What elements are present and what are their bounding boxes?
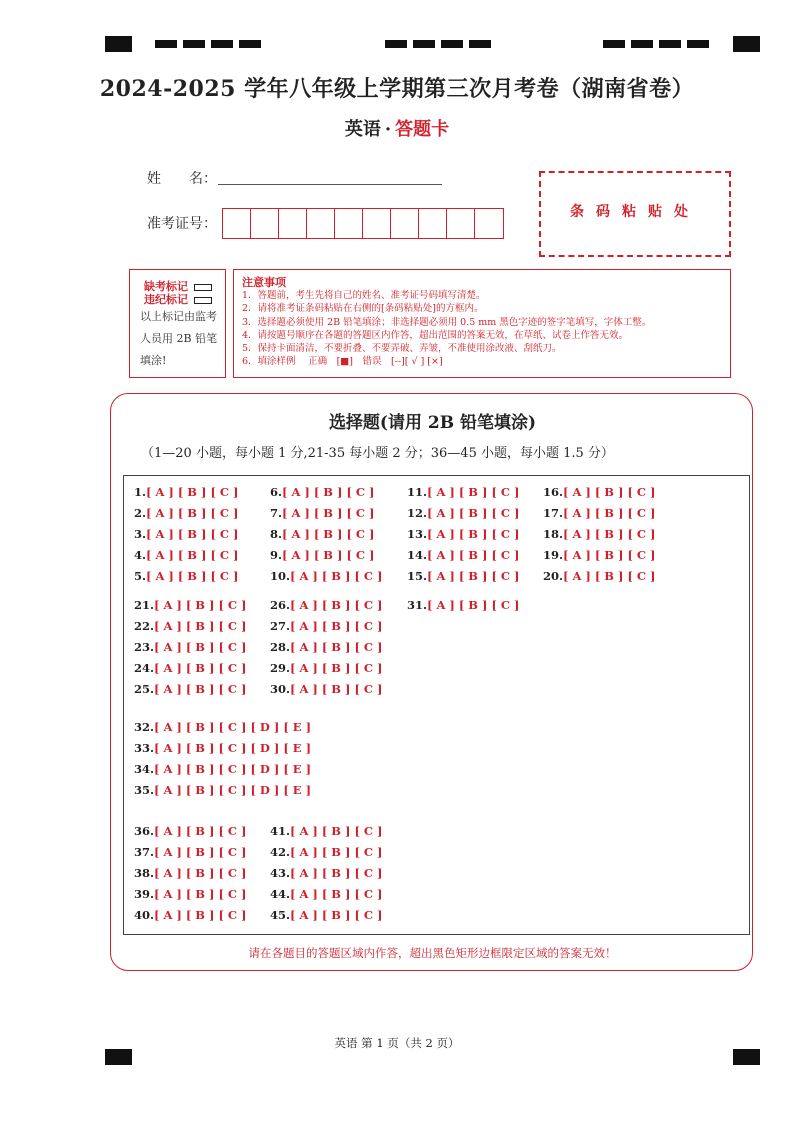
choice-section xyxy=(110,393,753,971)
answer-bubbles[interactable]: [ A ] [ B ] [ C ] xyxy=(146,506,239,520)
notice-line: 6．填涂样例 正确 [■] 错误 [--][ √ ] [×] xyxy=(242,356,443,368)
question-number: 30. xyxy=(270,682,291,696)
answer-bubbles[interactable]: [ A ] [ B ] [ C ] xyxy=(427,506,520,520)
id-digit-box[interactable] xyxy=(363,209,391,238)
question-number: 39. xyxy=(134,887,155,901)
question-item xyxy=(134,548,239,562)
question-item xyxy=(270,619,383,633)
answer-bubbles[interactable]: [ A ] [ B ] [ C ] xyxy=(290,619,383,633)
answer-bubbles[interactable]: [ A ] [ B ] [ C ] xyxy=(290,569,383,583)
answer-bubbles[interactable]: [ A ] [ B ] [ C ] xyxy=(290,866,383,880)
answer-bubbles[interactable]: [ A ] [ B ] [ C ] xyxy=(427,548,520,562)
timing-mark xyxy=(211,40,233,48)
question-number: 37. xyxy=(134,845,155,859)
question-number: 36. xyxy=(134,824,155,838)
timing-mark xyxy=(441,40,463,48)
barcode-label: 条码粘贴处 xyxy=(570,204,700,220)
answer-bubbles[interactable]: [ A ] [ B ] [ C ] xyxy=(290,908,383,922)
question-number: 20. xyxy=(543,569,564,583)
question-item xyxy=(270,824,383,838)
question-item xyxy=(134,762,311,776)
question-item xyxy=(270,548,375,562)
timing-mark xyxy=(603,40,625,48)
answer-bubbles[interactable]: [ A ] [ B ] [ C ] xyxy=(154,682,247,696)
notice-line: 2．请将准考证条码粘贴在右侧的[条码粘贴处]的方框内。 xyxy=(242,303,484,315)
question-number: 16. xyxy=(543,485,564,499)
question-number: 29. xyxy=(270,661,291,675)
notice-line: 1．答题前，考生先将自己的姓名、准考证号码填写清楚。 xyxy=(242,290,486,301)
page-title: 2024-2025 学年八年级上学期第三次月考卷（湖南省卷） xyxy=(99,76,695,102)
question-item xyxy=(134,887,247,901)
question-number: 13. xyxy=(407,527,428,541)
alignment-mark-bottom-left xyxy=(105,1049,132,1065)
question-number: 4. xyxy=(134,548,147,562)
question-number: 42. xyxy=(270,845,291,859)
question-item xyxy=(407,548,520,562)
question-item xyxy=(270,682,383,696)
id-digit-box[interactable] xyxy=(251,209,279,238)
id-digit-box[interactable] xyxy=(307,209,335,238)
answer-bubbles[interactable]: [ A ] [ B ] [ C ] xyxy=(154,845,247,859)
question-number: 24. xyxy=(134,661,155,675)
question-item xyxy=(134,569,239,583)
question-item xyxy=(134,527,239,541)
alignment-mark-bottom-right xyxy=(733,1049,760,1065)
question-number: 15. xyxy=(407,569,428,583)
question-item xyxy=(543,569,656,583)
timing-mark xyxy=(183,40,205,48)
question-item xyxy=(407,569,520,583)
question-item xyxy=(407,506,520,520)
absent-mark-bubble[interactable] xyxy=(194,284,212,291)
exam-id-label: 准考证号： xyxy=(147,216,217,232)
answer-bubbles[interactable]: [ A ] [ B ] [ C ] xyxy=(563,548,656,562)
question-number: 17. xyxy=(543,506,564,520)
question-number: 21. xyxy=(134,598,155,612)
question-number: 35. xyxy=(134,783,155,797)
question-number: 14. xyxy=(407,548,428,562)
timing-mark xyxy=(659,40,681,48)
question-number: 1. xyxy=(134,485,147,499)
question-item xyxy=(543,506,656,520)
question-item xyxy=(134,866,247,880)
answer-bubbles[interactable]: [ A ] [ B ] [ C ] xyxy=(282,548,375,562)
answer-bubbles[interactable]: [ A ] [ B ] [ C ] xyxy=(146,485,239,499)
question-number: 5. xyxy=(134,569,147,583)
barcode-area xyxy=(539,171,731,257)
question-number: 43. xyxy=(270,866,291,880)
question-item xyxy=(134,783,311,797)
answer-bubbles[interactable]: [ A ] [ B ] [ C ] xyxy=(427,569,520,583)
timing-mark xyxy=(155,40,177,48)
absent-mark-label: 缺考标记 xyxy=(144,280,188,293)
answer-bubbles[interactable]: [ A ] [ B ] [ C ] xyxy=(146,569,239,583)
notice-line: 5．保持卡面清洁，不要折叠、不要弄破、弄皱，不准使用涂改液、刮纸刀。 xyxy=(242,343,562,355)
question-number: 44. xyxy=(270,887,291,901)
question-number: 40. xyxy=(134,908,155,922)
timing-mark xyxy=(239,40,261,48)
violation-mark xyxy=(144,291,212,307)
question-number: 10. xyxy=(270,569,291,583)
violation-mark-label: 违纪标记 xyxy=(144,293,188,306)
mark-box xyxy=(129,269,226,378)
section-title: 选择题(请用 2B 铅笔填涂) xyxy=(328,413,537,433)
question-item xyxy=(407,598,520,612)
answer-bubbles[interactable]: [ A ] [ B ] [ C ] xyxy=(290,887,383,901)
answer-bubbles[interactable]: [ A ] [ B ] [ C ] xyxy=(154,640,247,654)
name-field[interactable] xyxy=(218,183,442,185)
question-item xyxy=(134,485,239,499)
answer-bubbles[interactable]: [ A ] [ B ] [ C ] xyxy=(154,908,247,922)
alignment-mark-top-right xyxy=(733,36,760,52)
question-item xyxy=(270,887,383,901)
question-number: 25. xyxy=(134,682,155,696)
question-item xyxy=(134,619,247,633)
answer-bubbles[interactable]: [ A ] [ B ] [ C ] xyxy=(290,661,383,675)
question-item xyxy=(543,485,656,499)
question-item xyxy=(134,598,247,612)
question-item xyxy=(270,485,375,499)
page-subtitle xyxy=(0,115,794,141)
question-number: 27. xyxy=(270,619,291,633)
question-number: 28. xyxy=(270,640,291,654)
answer-bubbles[interactable]: [ A ] [ B ] [ C ] xyxy=(290,845,383,859)
id-digit-box[interactable] xyxy=(391,209,419,238)
notice-box xyxy=(233,269,731,378)
answer-bubbles[interactable]: [ A ] [ B ] [ C ] xyxy=(290,598,383,612)
question-item xyxy=(543,548,656,562)
question-number: 3. xyxy=(134,527,147,541)
timing-mark xyxy=(385,40,407,48)
question-number: 34. xyxy=(134,762,155,776)
violation-mark-bubble[interactable] xyxy=(194,297,212,304)
page-footer: 英语 第 1 页（共 2 页） xyxy=(334,1036,460,1050)
question-number: 11. xyxy=(407,485,428,499)
answer-bubbles[interactable]: [ A ] [ B ] [ C ] [ D ] [ E ] xyxy=(154,762,312,776)
question-item xyxy=(270,845,383,859)
question-item xyxy=(270,866,383,880)
id-digit-box[interactable] xyxy=(335,209,363,238)
question-item xyxy=(270,908,383,922)
timing-mark xyxy=(631,40,653,48)
id-digit-box[interactable] xyxy=(279,209,307,238)
answer-bubbles[interactable]: [ A ] [ B ] [ C ] xyxy=(282,506,375,520)
question-item xyxy=(134,682,247,696)
question-number: 8. xyxy=(270,527,283,541)
question-number: 18. xyxy=(543,527,564,541)
answer-bubbles[interactable]: [ A ] [ B ] [ C ] xyxy=(146,548,239,562)
question-number: 41. xyxy=(270,824,291,838)
answer-grid xyxy=(123,475,750,935)
answer-bubbles[interactable]: [ A ] [ B ] [ C ] [ D ] [ E ] xyxy=(154,783,312,797)
question-item xyxy=(270,640,383,654)
question-item xyxy=(134,661,247,675)
id-digit-box[interactable] xyxy=(475,209,503,238)
answer-bubbles[interactable]: [ A ] [ B ] [ C ] xyxy=(563,506,656,520)
question-number: 12. xyxy=(407,506,428,520)
question-number: 32. xyxy=(134,720,155,734)
answer-bubbles[interactable]: [ A ] [ B ] [ C ] xyxy=(154,866,247,880)
question-number: 38. xyxy=(134,866,155,880)
question-item xyxy=(134,640,247,654)
id-digit-box[interactable] xyxy=(223,209,251,238)
answer-bubbles[interactable]: [ A ] [ B ] [ C ] xyxy=(427,527,520,541)
exam-id-field[interactable] xyxy=(222,208,504,239)
question-number: 9. xyxy=(270,548,283,562)
question-item xyxy=(270,661,383,675)
answer-bubbles[interactable]: [ A ] [ B ] [ C ] xyxy=(154,619,247,633)
question-number: 22. xyxy=(134,619,155,633)
answer-bubbles[interactable]: [ A ] [ B ] [ C ] xyxy=(563,527,656,541)
answer-bubbles[interactable]: [ A ] [ B ] [ C ] [ D ] [ E ] xyxy=(154,720,312,734)
card-label: 答题卡 xyxy=(395,119,450,140)
question-number: 45. xyxy=(270,908,291,922)
question-item xyxy=(134,824,247,838)
answer-bubbles[interactable]: [ A ] [ B ] [ C ] xyxy=(427,598,520,612)
answer-bubbles[interactable]: [ A ] [ B ] [ C ] xyxy=(154,598,247,612)
notice-title: 注意事项 xyxy=(242,276,286,289)
question-item xyxy=(134,845,247,859)
notice-line: 3．选择题必须使用 2B 铅笔填涂；非选择题必须用 0.5 mm 黑色字迹的签字笔填写，字体工整。 xyxy=(242,316,652,328)
answer-bubbles[interactable]: [ A ] [ B ] [ C ] xyxy=(290,824,383,838)
timing-mark xyxy=(469,40,491,48)
question-item xyxy=(270,506,375,520)
answer-bubbles[interactable]: [ A ] [ B ] [ C ] xyxy=(427,485,520,499)
question-number: 33. xyxy=(134,741,155,755)
section-warning: 请在各题目的答题区域内作答，超出黑色矩形边框限定区域的答案无效！ xyxy=(248,946,617,960)
name-label: 姓 名： xyxy=(147,171,217,187)
answer-bubbles[interactable]: [ A ] [ B ] [ C ] xyxy=(290,682,383,696)
answer-bubbles[interactable]: [ A ] [ B ] [ C ] xyxy=(282,527,375,541)
question-item xyxy=(134,741,311,755)
section-scoring-note: （1—20 小题，每小题 1 分,21-35 每小题 2 分；36—45 小题，每小题 1.5 分） xyxy=(141,446,614,461)
question-number: 7. xyxy=(270,506,283,520)
answer-bubbles[interactable]: [ A ] [ B ] [ C ] xyxy=(154,824,247,838)
answer-bubbles[interactable]: [ A ] [ B ] [ C ] xyxy=(563,485,656,499)
question-number: 26. xyxy=(270,598,291,612)
question-number: 19. xyxy=(543,548,564,562)
id-digit-box[interactable] xyxy=(447,209,475,238)
timing-mark xyxy=(413,40,435,48)
answer-bubbles[interactable]: [ A ] [ B ] [ C ] xyxy=(282,485,375,499)
answer-bubbles[interactable]: [ A ] [ B ] [ C ] xyxy=(154,887,247,901)
answer-bubbles[interactable]: [ A ] [ B ] [ C ] xyxy=(290,640,383,654)
question-number: 23. xyxy=(134,640,155,654)
subject-label: 英语 xyxy=(344,119,381,140)
timing-mark xyxy=(687,40,709,48)
question-item xyxy=(407,527,520,541)
mark-note: 以上标记由监考人员用 2B 铅笔填涂! xyxy=(140,310,218,367)
subtitle-separator: · xyxy=(384,119,392,140)
question-number: 31. xyxy=(407,598,428,612)
notice-line: 4．请按题号顺序在各题的答题区内作答，超出范围的答案无效，在草纸、试卷上作答无效。 xyxy=(242,329,629,341)
question-item xyxy=(543,527,656,541)
answer-bubbles[interactable]: [ A ] [ B ] [ C ] xyxy=(563,569,656,583)
question-item xyxy=(134,908,247,922)
answer-bubbles[interactable]: [ A ] [ B ] [ C ] xyxy=(154,661,247,675)
question-item xyxy=(270,569,383,583)
id-digit-box[interactable] xyxy=(419,209,447,238)
answer-bubbles[interactable]: [ A ] [ B ] [ C ] [ D ] [ E ] xyxy=(154,741,312,755)
answer-bubbles[interactable]: [ A ] [ B ] [ C ] xyxy=(146,527,239,541)
question-number: 6. xyxy=(270,485,283,499)
question-item xyxy=(134,506,239,520)
question-number: 2. xyxy=(134,506,147,520)
question-item xyxy=(270,598,383,612)
alignment-mark-top-left xyxy=(105,36,132,52)
question-item xyxy=(134,720,311,734)
question-item xyxy=(407,485,520,499)
question-item xyxy=(270,527,375,541)
